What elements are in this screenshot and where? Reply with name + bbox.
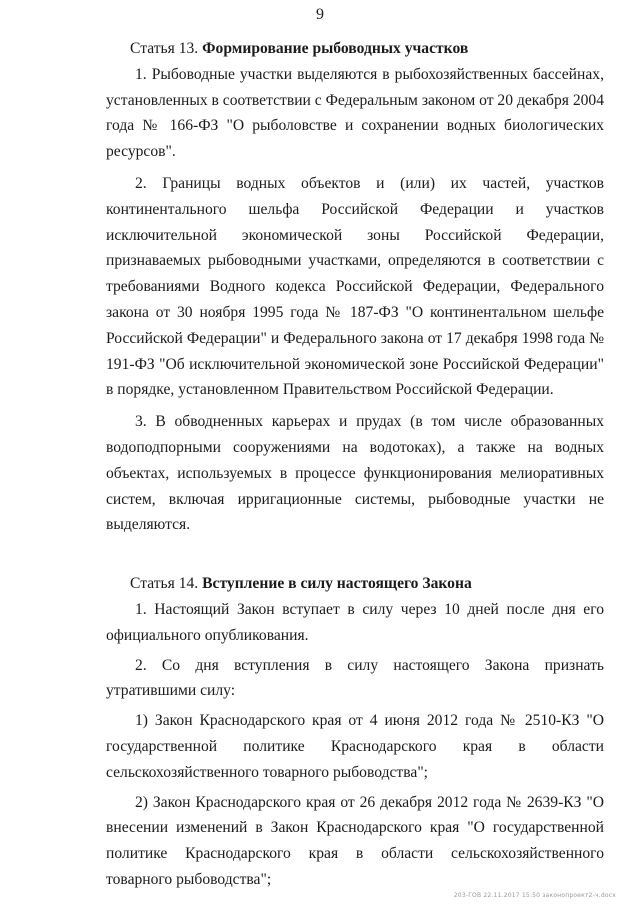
article-13-title: Формирование рыбоводных участков [202, 40, 469, 57]
article-13-heading [106, 36, 604, 62]
article-13-prefix: Статья 13. [130, 40, 199, 57]
article-14-paragraph-1: 1. Настоящий Закон вступает в силу через 10 дней после дня его официального опубликования. [106, 600, 604, 644]
article-14-title: Вступление в силу настоящего Закона [202, 575, 472, 593]
article-14-paragraph-2: 2. Со дня вступления в силу настоящего Закона признать утратившими силу: [106, 656, 604, 700]
article-14-heading [106, 571, 604, 597]
article-13-paragraph-2: 2. Границы водных объектов и (или) их частей, участков континентального шельфа Российской Федерации и участков исключительной экономической зоны Российской Федерации, признаваемых рыбоводными участками, определяются в соответствии с требованиями Водного кодекса Российской Федерации, Федерального закона от 30 ноября 1995 года № 187-ФЗ "О континентальном шельфе Российской Федерации" и Федерального закона от 17 декабря 1998 года № 191-ФЗ "Об исключительной экономической зоне Российской Федерации" в порядке, установленном Правительством Российской Федерации. [106, 174, 604, 399]
article-spacer [106, 544, 604, 571]
document-body [106, 36, 604, 897]
article-13-paragraph-3: 3. В обводненных карьерах и прудах (в том числе образованных водоподпорными сооружениями на водотоках), а также на водных объектах, используемых в процессе функционирования мелиоративных систем, включая ирригационные системы, рыбоводные участки не выделяются. [106, 413, 604, 534]
article-14-subitem-2: 2) Закон Краснодарского края от 26 декабря 2012 года № 2639-КЗ "О внесении изменений в Закон Краснодарского края "О государственной политике Краснодарского края в области сельскохозяйственного товарного рыбоводства"; [106, 793, 604, 888]
article-14-subitem-1: 1) Закон Краснодарского края от 4 июня 2012 года № 2510-КЗ "О государственной политике Краснодарского края в области сельскохозяйственного товарного рыбоводства"; [106, 712, 604, 781]
footer-file-stamp: 203-ГОВ 22.11.2017 15:50 законопроект2-ч.docx [453, 892, 616, 899]
article-14-prefix: Статья 14. [130, 575, 199, 593]
article-13-paragraph-1: 1. Рыбоводные участки выделяются в рыбохозяйственных бассейнах, установленных в соответствии с Федеральным законом от 20 декабря 2004 года № 166-ФЗ "О рыболовстве и сохранении водных биологических ресурсов". [106, 65, 605, 161]
page-number: 9 [316, 6, 324, 23]
